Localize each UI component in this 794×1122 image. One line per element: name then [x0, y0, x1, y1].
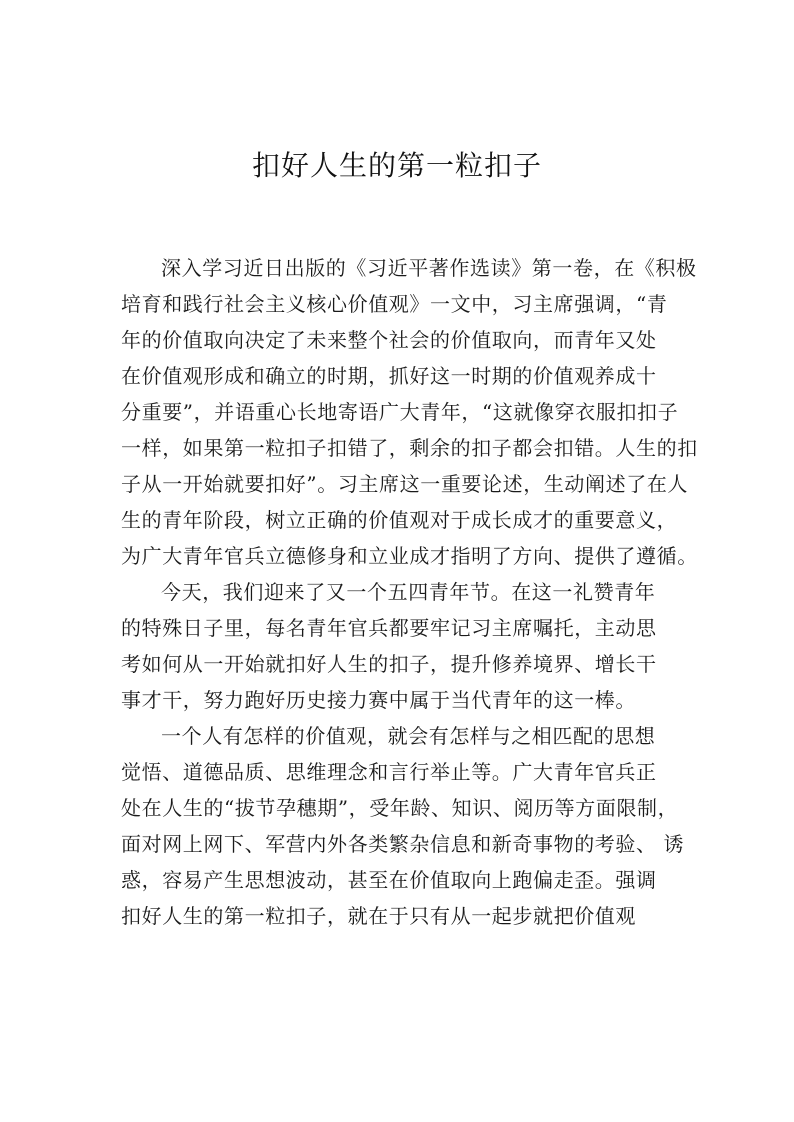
paragraph-1-line-3: 年的价值取向决定了未来整个社会的价值取向，而青年又处	[121, 328, 657, 352]
paragraph-2-line-2: 的特殊日子里，每名青年官兵都要牢记习主席嘱托，主动思	[121, 616, 657, 640]
paragraph-1-line-2: 培育和践行社会主义核心价值观》一文中，习主席强调，“青	[121, 292, 668, 316]
paragraph-1-line-9: 为广大青年官兵立德修身和立业成才指明了方向、提供了遵循。	[121, 544, 698, 568]
paragraph-1-line-6: 一样，如果第一粒扣子扣错了，剩余的扣子都会扣错。人生的扣	[121, 436, 698, 460]
paragraph-1-line-4: 在价值观形成和确立的时期，抓好这一时期的价值观养成十	[121, 364, 657, 388]
paragraph-2-line-4: 事才干，努力跑好历史接力赛中属于当代青年的这一棒。	[121, 688, 636, 712]
paragraph-3-line-1: 一个人有怎样的价值观，就会有怎样与之相匹配的思想	[161, 724, 656, 748]
paragraph-1-line-8: 生的青年阶段，树立正确的价值观对于成长成才的重要意义，	[121, 508, 678, 532]
paragraph-3-line-5: 惑，容易产生思想波动，甚至在价值取向上跑偏走歪。强调	[121, 868, 657, 892]
paragraph-1-line-5: 分重要”，并语重心长地寄语广大青年，“这就像穿衣服扣扣子	[121, 400, 679, 424]
paragraph-3-line-3: 处在人生的“拔节孕穗期”，受年龄、知识、阅历等方面限制，	[121, 796, 679, 820]
document-title: 扣好人生的第一粒扣子	[251, 149, 542, 182]
paragraph-3-line-6: 扣好人生的第一粒扣子，就在于只有从一起步就把价值观	[121, 904, 636, 928]
paragraph-1-line-1: 深入学习近日出版的《习近平著作选读》第一卷，在《积极	[161, 256, 697, 280]
paragraph-3-line-2: 觉悟、道德品质、思维理念和言行举止等。广大青年官兵正	[121, 760, 657, 784]
paragraph-2-line-1: 今天，我们迎来了又一个五四青年节。在这一礼赞青年	[161, 580, 656, 604]
paragraph-1-line-7: 子从一开始就要扣好”。习主席这一重要论述，生动阐述了在人	[121, 472, 689, 496]
document-body	[121, 250, 698, 934]
paragraph-2-line-3: 考如何从一开始就扣好人生的扣子，提升修养境界、增长干	[121, 652, 657, 676]
paragraph-3-line-4: 面对网上网下、军营内外各类繁杂信息和新奇事物的考验、 诱	[121, 832, 685, 856]
